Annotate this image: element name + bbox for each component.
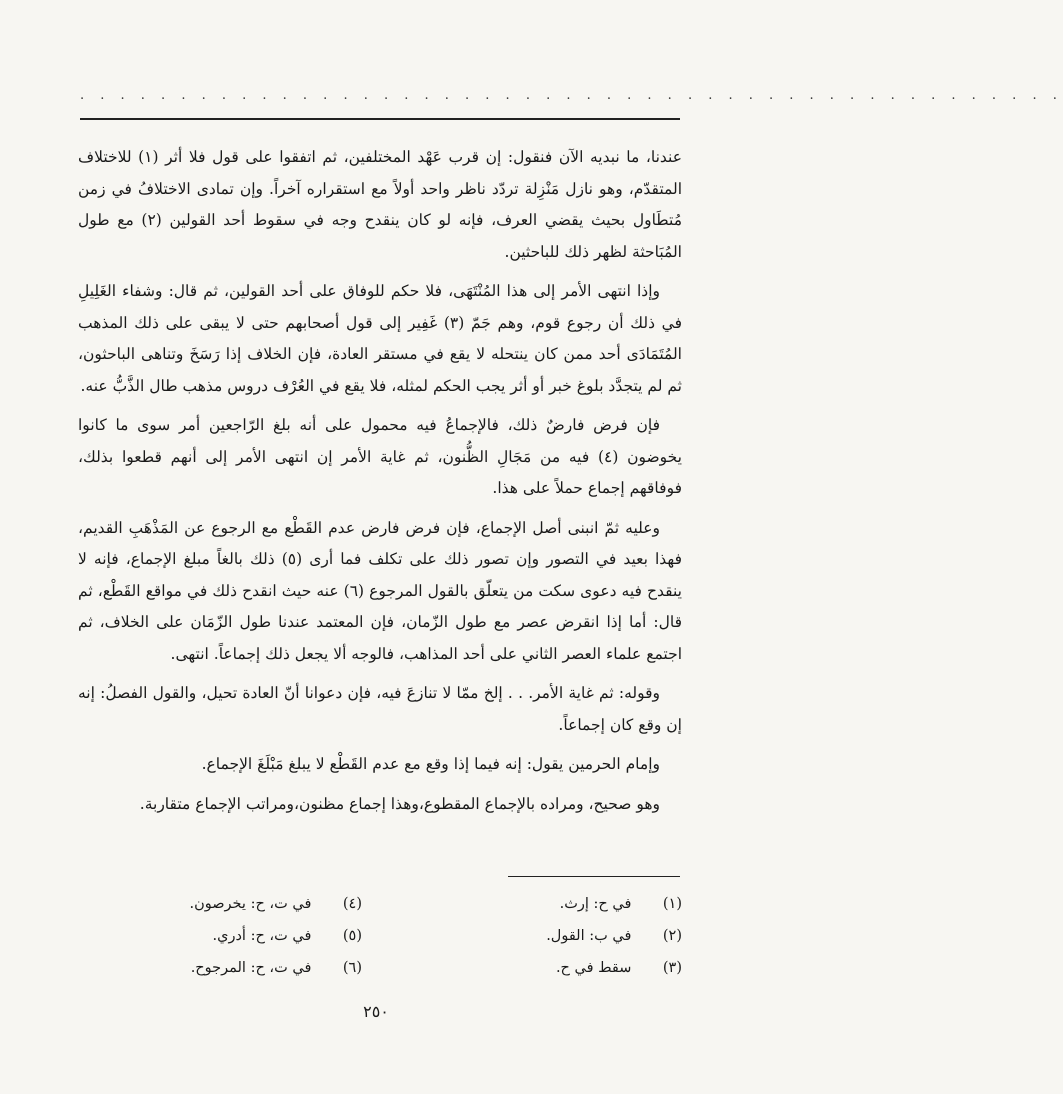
paragraph-4: وعليه ثمّ انبنى أصل الإجماع، فإن فرض فارض عدم القَطْع مع الرجوع عن المَذْهَبِ القديم، فهذا بعيد في التصور وإن تصور ذلك على تكلف فما أرى (٥) ذلك بالغاً مبلغ الإجماع، فإنه لا ينقدح فيه دعوى سكت من يتعلّق بالقول المرجوع (٦) عنه حيث انقدح ذلك في مواقع القَطْع، ثم قال: أما إذا انقرض عصر مع طول الزّمان، فإن المعتمد عندنا طول الزّمَان على الخلاف، ثم اجتمع علماء العصر الثاني على أحد المذاهب، فالوجه ألا يجعل ذلك إجماعاً. انتهى.: [78, 518, 682, 663]
footnote-number: (٣): [662, 960, 682, 976]
footnote-5: [62, 920, 362, 952]
main-text: [78, 142, 682, 828]
header-dotted-line: . . . . . . . . . . . . . . . . . . . . . . . . . . . . . . . . . . . . . . . . . . . . . . . . .: [80, 88, 1063, 103]
footnote-number: (٥): [342, 928, 362, 944]
footnote-text: في ب: القول.: [546, 928, 632, 944]
footnote-number: (٤): [342, 896, 362, 912]
footnote-text: في ت، ح: أدري.: [212, 928, 312, 944]
page-number: ٢٥٠: [363, 1002, 389, 1021]
paragraph-1: عندنا، ما نبديه الآن فنقول: إن قرب عَهْد المختلفين، ثم اتفقوا على قول فلا أثر (١) للاختلاف المتقدّم، وهو نازل مَنْزِلة تردّد ناظر واحد أولاً مع استقراره آخراً. وإن تمادى الاختلافُ في زمن مُتطَاول بحيث يقضي العرف، فإنه لو كان ينقدح وجه في سقوط أحد القولين (٢) مع طول المُبَاحثة لظهر ذلك للباحثين.: [78, 148, 682, 261]
footnote-rule: [508, 876, 680, 877]
footnote-number: (٦): [342, 960, 362, 976]
footnotes-column-left: [62, 888, 362, 984]
paragraph-7: وهو صحيح، ومراده بالإجماع المقطوع،وهذا إجماع مظنون،ومراتب الإجماع متقاربة.: [139, 794, 660, 813]
paragraph-6: وإمام الحرمين يقول: إنه فيما إذا وقع مع عدم القَطْع لا يبلغ مَبْلَغَ الإجماع.: [201, 755, 660, 773]
paragraph-3: فإن فرض فارضٌ ذلك، فالإجماعُ فيه محمول على أنه بلغ الرّاجعين أمر سوى ما كانوا يخوضون (٤) فيه من مَجَالِ الظُّنون، ثم غاية الأمر إن انتهى الأمر إلى أنهم قطعوا بذلك، فوفاقهم إجماع حملاً على هذا.: [78, 416, 682, 497]
footnote-1: [382, 888, 682, 920]
footnote-2: [382, 920, 682, 952]
paragraph-2: وإذا انتهى الأمر إلى هذا المُنْتَهَى، فلا حكم للوفاق على أحد القولين، ثم قال: وشفاء الغَلِيلِ في ذلك أن رجوع قوم، وهم جَمّ (٣) غَفِير إلى قول أصحابهم حتى لا يبقى على ذلك المذهب المُتَمَادَى أحد ممن كان ينتحله لا يقع في مستقر العادة، فإن الخلاف إذا رَسَخَ وتناهى الباحثون، ثم لم يتجدَّد بلوغ خبر أو أثر يجب الحكم لمثله، فلا يقع في العُرْف دروس مذهب طال الذَّبُّ عنه.: [78, 282, 682, 395]
paragraph-5: وقوله: ثم غاية الأمر. . . إلخ ممّا لا تنازعَ فيه، فإن دعوانا أنّ العادة تحيل، والقول الفصلُ: إنه إن وقع كان إجماعاً.: [78, 684, 682, 734]
footnote-text: سقط في ح.: [555, 960, 632, 976]
footnote-4: [62, 888, 362, 920]
footnote-3: [382, 952, 682, 984]
footnote-6: [62, 952, 362, 984]
header-rule: [80, 118, 680, 120]
footnote-text: في ت، ح: المرجوح.: [190, 960, 312, 976]
footnote-number: (١): [662, 896, 682, 912]
footnotes-column-right: [382, 888, 682, 984]
footnote-number: (٢): [662, 928, 682, 944]
footnote-text: في ت، ح: يخرصون.: [189, 896, 312, 912]
footnote-text: في ح: إرث.: [559, 896, 632, 912]
